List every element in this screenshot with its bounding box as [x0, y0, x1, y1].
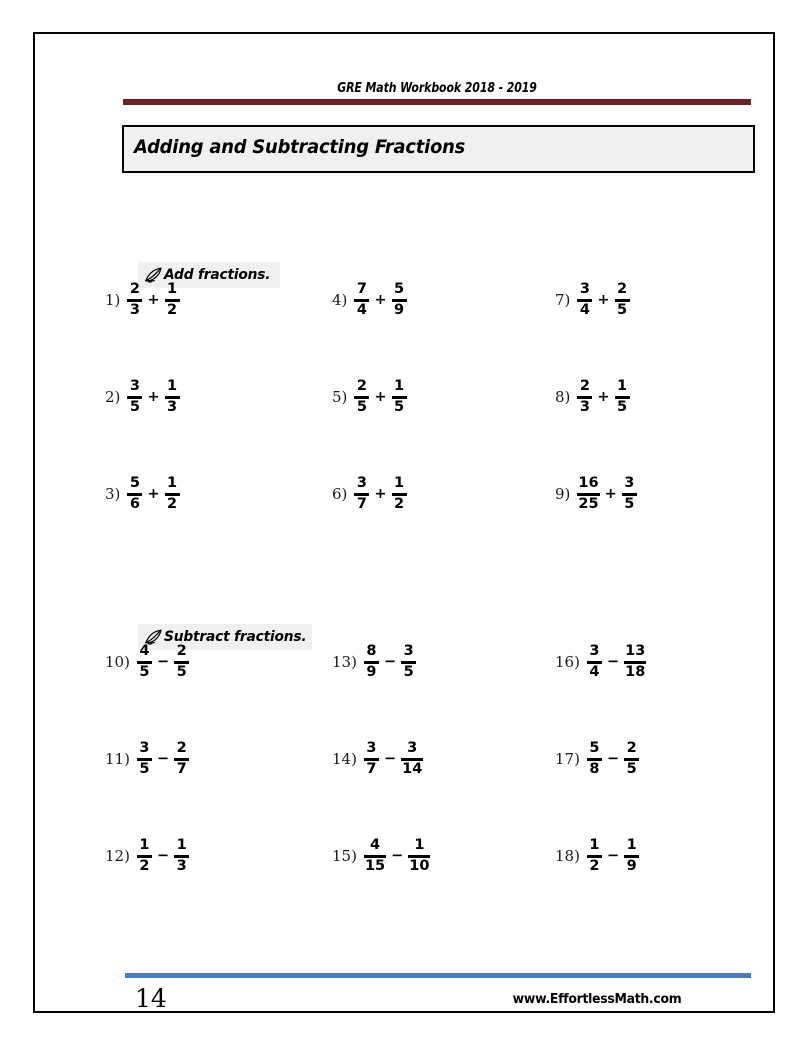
- problem-item: [555, 644, 646, 681]
- right-fraction: [392, 379, 407, 416]
- quill-pen-icon: [144, 267, 163, 283]
- right-fraction: [624, 644, 646, 681]
- fraction-numerator: 2: [617, 281, 628, 297]
- fraction-denominator: 15: [364, 858, 386, 875]
- problem-number: 16): [555, 652, 580, 671]
- problem-number: 15): [332, 846, 357, 865]
- left-fraction: [364, 644, 379, 681]
- problem-item: [332, 379, 407, 416]
- problem-number: 9): [555, 484, 571, 503]
- fraction-numerator: 3: [356, 475, 367, 491]
- right-fraction: [408, 838, 430, 875]
- fraction-numerator: 3: [403, 643, 414, 659]
- fraction-denominator: 9: [394, 302, 405, 319]
- website-url: www.EffortlessMath.com: [512, 991, 681, 1007]
- right-fraction: [174, 838, 189, 875]
- problem-number: 4): [332, 290, 348, 309]
- footer-rule: [125, 973, 751, 978]
- operator-symbol: +: [374, 486, 387, 503]
- right-fraction: [624, 741, 639, 778]
- fraction-denominator: 3: [176, 858, 187, 875]
- right-fraction: [615, 282, 630, 319]
- fraction-denominator: 25: [578, 496, 599, 513]
- operator-symbol: −: [383, 751, 397, 768]
- left-fraction: [354, 282, 369, 319]
- problem-number: 17): [555, 749, 580, 768]
- problem-item: [332, 838, 430, 875]
- problem-item: [105, 379, 180, 416]
- fraction-numerator: 3: [579, 281, 590, 297]
- fraction-numerator: 2: [176, 740, 187, 756]
- running-header-title: GRE Math Workbook 2018 - 2019: [337, 80, 537, 96]
- fraction-denominator: 5: [129, 399, 140, 416]
- fraction-numerator: 3: [139, 740, 150, 756]
- left-fraction: [127, 476, 142, 513]
- fraction-denominator: 5: [617, 399, 628, 416]
- fraction-denominator: 6: [129, 496, 140, 513]
- fraction-denominator: 18: [625, 664, 646, 681]
- problem-number: 2): [105, 387, 121, 406]
- problem-item: [105, 644, 189, 681]
- problem-item: [555, 476, 637, 513]
- problem-number: 8): [555, 387, 571, 406]
- fraction-denominator: 4: [589, 664, 600, 681]
- fraction-denominator: 3: [129, 302, 140, 319]
- fraction-numerator: 1: [167, 378, 178, 394]
- problem-item: [332, 741, 423, 778]
- operator-symbol: −: [156, 654, 170, 671]
- fraction-numerator: 13: [625, 643, 646, 659]
- fraction-numerator: 3: [624, 475, 635, 491]
- header-rule: [123, 99, 751, 105]
- fraction-numerator: 1: [139, 837, 150, 853]
- operator-symbol: −: [606, 848, 620, 865]
- right-fraction: [401, 644, 416, 681]
- right-fraction: [615, 379, 630, 416]
- fraction-denominator: 2: [139, 858, 150, 875]
- fraction-numerator: 16: [578, 475, 599, 491]
- fraction-numerator: 1: [176, 837, 187, 853]
- fraction-numerator: 2: [176, 643, 187, 659]
- fraction-denominator: 5: [624, 496, 635, 513]
- operator-symbol: +: [597, 389, 610, 406]
- operator-symbol: +: [374, 389, 387, 406]
- problem-number: 6): [332, 484, 348, 503]
- fraction-denominator: 2: [167, 496, 178, 513]
- right-fraction: [622, 476, 637, 513]
- fraction-denominator: 5: [626, 761, 637, 778]
- problem-number: 13): [332, 652, 357, 671]
- left-fraction: [137, 741, 152, 778]
- fraction-numerator: 3: [129, 378, 140, 394]
- left-fraction: [354, 379, 369, 416]
- left-fraction: [577, 379, 592, 416]
- problem-item: [332, 282, 407, 319]
- fraction-numerator: 5: [589, 740, 600, 756]
- fraction-numerator: 1: [167, 475, 178, 491]
- fraction-numerator: 1: [617, 378, 628, 394]
- fraction-denominator: 2: [589, 858, 600, 875]
- fraction-denominator: 10: [409, 858, 430, 875]
- right-fraction: [401, 741, 423, 778]
- fraction-numerator: 8: [366, 643, 377, 659]
- fraction-numerator: 3: [589, 643, 600, 659]
- left-fraction: [137, 644, 152, 681]
- fraction-numerator: 7: [356, 281, 367, 297]
- worksheet-title-box: [122, 125, 755, 173]
- worksheet-page: [33, 32, 775, 1013]
- left-fraction: [587, 838, 602, 875]
- fraction-denominator: 7: [366, 761, 377, 778]
- operator-symbol: −: [391, 848, 404, 865]
- fraction-denominator: 14: [402, 761, 423, 778]
- fraction-numerator: 5: [394, 281, 405, 297]
- fraction-denominator: 2: [167, 302, 178, 319]
- problem-item: [105, 282, 180, 319]
- problem-item: [555, 838, 639, 875]
- problem-item: [105, 476, 180, 513]
- fraction-denominator: 4: [579, 302, 590, 319]
- problem-number: 5): [332, 387, 348, 406]
- fraction-denominator: 5: [139, 761, 150, 778]
- fraction-denominator: 5: [403, 664, 414, 681]
- fraction-denominator: 5: [356, 399, 367, 416]
- fraction-denominator: 5: [176, 664, 187, 681]
- fraction-denominator: 9: [626, 858, 637, 875]
- operator-symbol: −: [606, 654, 620, 671]
- right-fraction: [392, 282, 407, 319]
- right-fraction: [624, 838, 639, 875]
- left-fraction: [587, 741, 602, 778]
- page-number: 14: [135, 984, 167, 1013]
- problem-number: 10): [105, 652, 130, 671]
- fraction-numerator: 3: [366, 740, 377, 756]
- problem-number: 18): [555, 846, 580, 865]
- operator-symbol: +: [374, 292, 387, 309]
- fraction-denominator: 7: [356, 496, 367, 513]
- problem-number: 1): [105, 290, 121, 309]
- section-label-add: Add fractions.: [164, 267, 271, 283]
- operator-symbol: +: [147, 292, 160, 309]
- problem-number: 14): [332, 749, 357, 768]
- right-fraction: [174, 644, 189, 681]
- fraction-denominator: 5: [139, 664, 150, 681]
- right-fraction: [174, 741, 189, 778]
- fraction-numerator: 2: [129, 281, 140, 297]
- fraction-denominator: 3: [579, 399, 590, 416]
- operator-symbol: +: [604, 486, 617, 503]
- fraction-numerator: 2: [626, 740, 637, 756]
- fraction-numerator: 4: [139, 643, 150, 659]
- right-fraction: [165, 379, 180, 416]
- fraction-denominator: 5: [394, 399, 405, 416]
- problem-item: [555, 282, 630, 319]
- fraction-numerator: 5: [129, 475, 140, 491]
- operator-symbol: +: [147, 389, 160, 406]
- fraction-denominator: 4: [356, 302, 367, 319]
- problem-number: 7): [555, 290, 571, 309]
- fraction-denominator: 5: [617, 302, 628, 319]
- left-fraction: [577, 476, 599, 513]
- right-fraction: [165, 282, 180, 319]
- fraction-numerator: 2: [356, 378, 367, 394]
- problem-number: 3): [105, 484, 121, 503]
- fraction-numerator: 1: [589, 837, 600, 853]
- problem-item: [555, 741, 639, 778]
- operator-symbol: −: [606, 751, 620, 768]
- operator-symbol: +: [147, 486, 160, 503]
- problem-item: [332, 644, 416, 681]
- operator-symbol: +: [597, 292, 610, 309]
- fraction-numerator: 1: [167, 281, 178, 297]
- fraction-numerator: 3: [407, 740, 418, 756]
- left-fraction: [577, 282, 592, 319]
- problem-item: [555, 379, 630, 416]
- left-fraction: [127, 379, 142, 416]
- problem-item: [105, 838, 189, 875]
- problem-item: [332, 476, 407, 513]
- operator-symbol: −: [156, 751, 170, 768]
- left-fraction: [364, 838, 386, 875]
- fraction-numerator: 1: [394, 378, 405, 394]
- fraction-numerator: 1: [414, 837, 425, 853]
- fraction-numerator: 4: [370, 837, 381, 853]
- left-fraction: [137, 838, 152, 875]
- section-label-subtract: Subtract fractions.: [164, 629, 307, 645]
- fraction-denominator: 3: [167, 399, 178, 416]
- fraction-denominator: 7: [176, 761, 187, 778]
- left-fraction: [127, 282, 142, 319]
- problem-item: [105, 741, 189, 778]
- fraction-denominator: 9: [366, 664, 377, 681]
- operator-symbol: −: [383, 654, 397, 671]
- fraction-numerator: 1: [626, 837, 637, 853]
- fraction-denominator: 2: [394, 496, 405, 513]
- fraction-numerator: 1: [394, 475, 405, 491]
- problem-number: 12): [105, 846, 130, 865]
- fraction-denominator: 8: [589, 761, 600, 778]
- page-title: Adding and Subtracting Fractions: [134, 136, 466, 158]
- fraction-numerator: 2: [579, 378, 590, 394]
- operator-symbol: −: [156, 848, 170, 865]
- left-fraction: [587, 644, 602, 681]
- problem-number: 11): [105, 749, 130, 768]
- left-fraction: [354, 476, 369, 513]
- right-fraction: [392, 476, 407, 513]
- right-fraction: [165, 476, 180, 513]
- left-fraction: [364, 741, 379, 778]
